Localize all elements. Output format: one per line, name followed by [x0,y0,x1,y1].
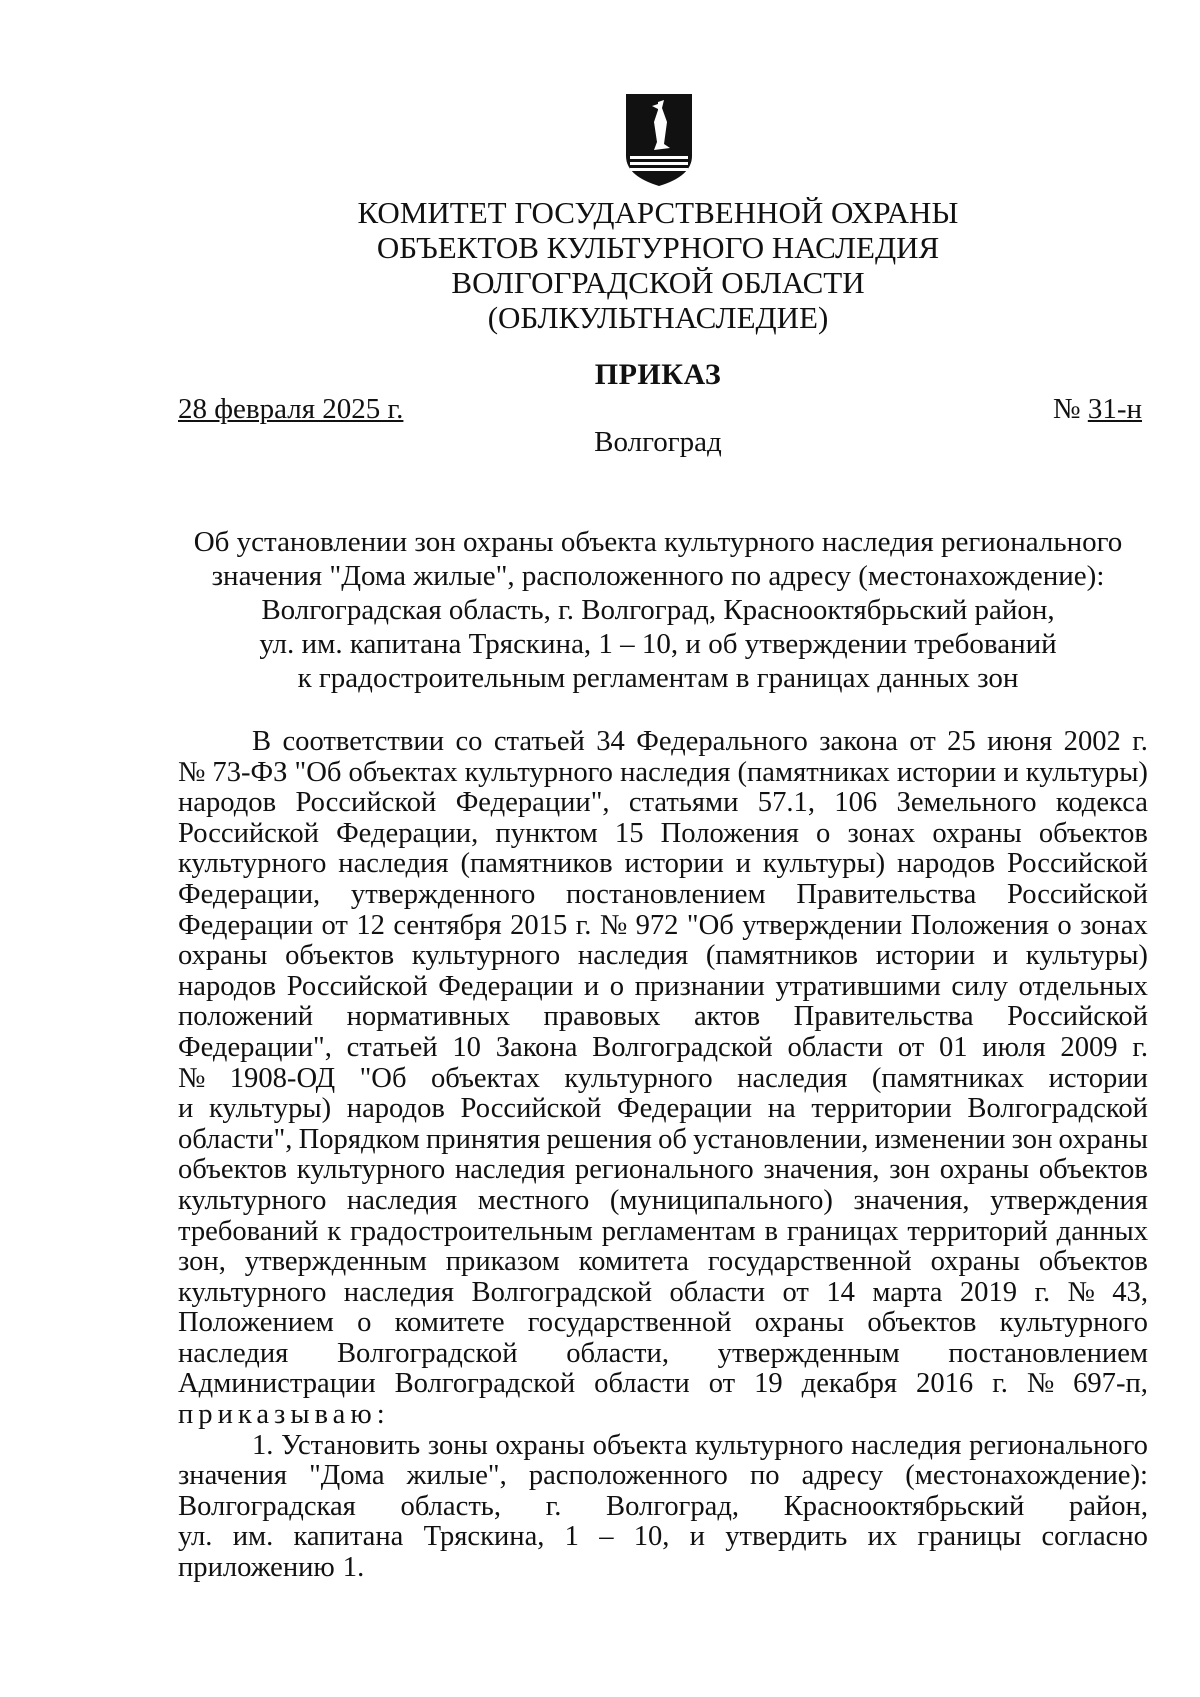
word: постановлением [948,1337,1148,1369]
document-body [178,727,1148,1584]
word: наследия [577,940,689,972]
word: Положения [660,817,799,849]
word: комитета [578,1246,689,1278]
word: 2009 [1060,1031,1118,1063]
body-line [178,1339,1148,1370]
word: "Об [294,756,342,788]
word: (памятников [705,940,859,972]
word: (памятниках [871,1062,1025,1094]
word: жилые", [406,1460,507,1492]
word: марта [872,1276,943,1308]
word: Волгоградская [178,1490,356,1522]
word: согласно [1041,1521,1148,1553]
word: территории [811,1093,952,1125]
word: г. [992,1368,1008,1400]
word: культурного [178,848,327,880]
word: от [909,726,936,757]
word: им. [232,1521,274,1553]
word: Правительства [796,878,977,910]
word: г. [1132,726,1148,757]
word: Земельного [896,787,1037,819]
word: наследия [178,1337,289,1369]
body-line [178,758,1148,789]
word: градостроительным [350,1215,593,1247]
word: отдельных [1018,970,1148,1002]
volgograd-coat-of-arms-icon [624,92,694,188]
body-line [178,941,1148,972]
subject-line: Об установлении зон охраны объекта культурного наследия регионального [193,526,1123,558]
word: народов [178,787,277,819]
word: объектов [178,1154,288,1186]
word: Волгоград, [606,1490,740,1522]
word: объектов [1038,1154,1148,1186]
word: Волгоградской [592,1031,773,1063]
word: народов [346,1093,445,1125]
word: зон [1011,1123,1053,1155]
body-line [178,1155,1148,1186]
body-line [178,1369,1148,1400]
word: объектов [285,940,395,972]
word: Администрации [178,1368,376,1400]
word: и [583,970,600,1002]
word: 2019 [959,1276,1018,1308]
word: сентября [393,909,502,941]
document-date: 28 февраля 2025 г. [178,393,404,425]
word: установлении, [693,1123,869,1155]
word: 15 [614,817,644,849]
word: Российской [1007,848,1148,880]
word: Закона [495,1031,578,1063]
word: капитана [293,1521,404,1553]
word: и [735,848,752,880]
word: границах [786,1215,899,1247]
word: о [357,1307,372,1339]
word: г. [575,909,592,941]
word: культурного [296,1154,446,1186]
word: приказом [445,1246,560,1278]
word: объектах [430,1062,540,1094]
word: объектов [1038,1246,1148,1278]
word: истории [896,756,997,788]
word: объектов [1038,817,1148,849]
word: 73-ФЗ [212,756,288,788]
word: наследия [338,848,449,880]
word: 2015 [510,909,568,941]
word: утвержденным [244,1246,427,1278]
word: утверждения [990,1184,1148,1216]
word: требований [178,1215,319,1247]
word: Российской [286,970,428,1002]
word: наследия [454,1154,566,1186]
word: № [1026,1368,1055,1400]
word: области", [178,1123,293,1155]
word: 1 [564,1521,579,1553]
word: народов [897,848,996,880]
word: изменении [874,1123,1006,1155]
word: "Об [686,909,734,941]
word: 2002 [1063,726,1121,757]
word: зон, [178,1246,226,1278]
word: статьей [346,1031,438,1063]
body-line [178,1278,1148,1309]
word: истории [624,848,724,880]
subject-line: ул. им. капитана Тряскина, 1 – 10, и об утверждении требований [259,628,1057,660]
document-number [1053,392,1142,426]
document-subject [0,525,1200,695]
document-number-prefix: № [1052,393,1088,425]
body-line [178,1033,1148,1064]
word: 697-п, [1073,1368,1148,1400]
word: границы [917,1521,1022,1553]
word: культурного [178,1276,327,1308]
word: Российской [1007,1001,1148,1033]
word: (местонахождение): [905,1460,1148,1492]
document-type-title: ПРИКАЗ [594,358,722,391]
subject-line: к градостроительным регламентам в границах данных зон [297,662,1019,694]
word: Правительства [793,1001,974,1033]
word: о [1057,909,1072,941]
word: г. [1034,1276,1051,1308]
word: государственной [527,1307,732,1339]
word: культуры) [1025,940,1148,972]
word: охраны [932,817,1022,849]
word: Федерации [617,1093,753,1125]
word: в [764,1215,779,1247]
word: статьями [628,787,739,819]
body-line [178,1002,1148,1033]
item-1-line [178,1431,1148,1462]
word: культуры) [1025,756,1148,788]
word: (памятников [460,848,613,880]
decree-line [178,1400,1148,1431]
word: Волгоградской [394,1368,576,1400]
word: актов [693,1001,761,1033]
word: зоны [427,1429,488,1461]
word: государственной [707,1246,912,1278]
word: 34 [596,726,625,757]
word: культуры) [208,1093,332,1125]
word: данных [1056,1215,1148,1247]
subject-line: значения "Дома жилые", расположенного по адресу (местонахождение): [211,560,1105,592]
word: охраны [1058,1123,1148,1155]
word: объектах [348,756,458,788]
word: культурного [178,1184,327,1216]
word: Волгоградской [471,1276,653,1308]
word: значения, [763,1154,880,1186]
body-line [178,1064,1148,1095]
word: расположенного [528,1460,728,1492]
word: Волгоградской [967,1093,1148,1125]
body-line [178,1125,1148,1156]
word: постановлением [565,878,766,910]
item-1-line [178,1492,1148,1523]
word: Положением [178,1307,334,1339]
word: регламентам [601,1215,756,1247]
word: – [599,1521,614,1553]
word: регионального [574,1154,754,1186]
word: Тряскина, [423,1521,545,1553]
word: 1. [252,1429,274,1461]
word: июня [987,726,1053,757]
word: комитете [394,1307,505,1339]
word: охраны [939,1154,1030,1186]
body-line [178,819,1148,850]
word: охраны [495,1429,585,1461]
word: утратившими [775,970,941,1002]
word: положений [178,1001,314,1033]
word: культурного [999,1307,1148,1339]
word: утверждении [742,909,903,941]
word: Установить [281,1429,421,1461]
word: № [1067,1276,1095,1308]
word: Порядком [298,1123,420,1155]
word: области [594,1368,690,1400]
word: Федерации, [336,817,479,849]
word: 01 [938,1031,968,1063]
subject-line: Волгоградская область, г. Волгоград, Краснооктябрьский район, [261,594,1055,626]
word: культурного [695,1429,844,1461]
word: силу [951,970,1008,1002]
word: зон [889,1154,931,1186]
organization-line: ВОЛГОГРАДСКОЙ ОБЛАСТИ [451,265,865,300]
word: пунктом [495,817,598,849]
word: нормативных [346,1001,511,1033]
word: 12 [356,909,385,941]
word: № [178,756,206,788]
word: истории [1048,1062,1148,1094]
word: Российской [1007,878,1148,910]
word: 10, [633,1521,670,1553]
word: № [178,1062,206,1094]
word: от [708,1368,736,1400]
word: г. [545,1490,562,1522]
word: статьей [493,726,585,757]
word: наследия [851,1429,962,1461]
word: г. [1132,1031,1148,1063]
word: Российской [460,1093,602,1125]
word: Волгоградской [336,1337,518,1369]
word: о [609,970,625,1002]
word: об [658,1123,687,1155]
word: признании [634,970,765,1002]
word: 57.1, [757,787,815,819]
word: 2016 [916,1368,974,1400]
word: 972 [635,909,679,941]
word: область, [400,1490,502,1522]
word: утвердить [725,1521,848,1553]
word: (муниципального) [609,1184,833,1216]
word: истории [875,940,976,972]
word: 25 [947,726,976,757]
word: Российской [295,787,437,819]
item-1-line [178,1553,1148,1584]
word: утвержденным [717,1337,900,1369]
word: адресу [801,1460,884,1492]
word: Федерации [178,909,314,941]
word: зонах [847,817,916,849]
organization-line: КОМИТЕТ ГОСУДАРСТВЕННОЙ ОХРАНЫ [357,195,959,230]
word: культурного [411,940,561,972]
word: и [992,940,1009,972]
word: 1908-ОД [229,1062,336,1094]
word: по [749,1460,780,1492]
word: "Об [359,1062,407,1094]
word: охраны [178,940,268,972]
body-line [178,1308,1148,1339]
word: объекта [592,1429,688,1461]
body-line [178,1217,1148,1248]
organization-name [0,195,1200,335]
word: Федерального [636,726,808,757]
word: наследия [737,1062,848,1094]
word: от [897,1031,925,1063]
word: культуры) [762,848,886,880]
word: соответствии [282,726,445,757]
word: области [787,1031,884,1063]
document-city: Волгоград [594,426,722,458]
word: кодекса [1055,787,1148,819]
word: правовых [543,1001,661,1033]
word: приложению [178,1552,335,1584]
word: значения, [853,1184,970,1216]
word: Федерации, [178,878,321,910]
word: ул. [178,1521,213,1553]
word: на [767,1093,796,1125]
word: 106 [834,787,878,819]
body-line [178,880,1148,911]
body-line [178,727,1148,758]
word: местного [477,1184,590,1216]
word: культурного [564,1062,713,1094]
body-line [178,788,1148,819]
document-number-value: 31-н [1087,393,1142,425]
word: Краснооктябрьский [783,1490,1025,1522]
word: их [867,1521,898,1553]
body-line [178,1094,1148,1125]
word: Федерации", [455,787,610,819]
word: Российской [178,817,319,849]
word: июля [982,1031,1046,1063]
word: и [1003,756,1019,788]
body-line [178,849,1148,880]
body-line [178,972,1148,1003]
word: Федерации [438,970,574,1002]
word: области, [566,1337,669,1369]
item-1-line [178,1522,1148,1553]
word: культурного [464,756,613,788]
word: "Дома [309,1460,385,1492]
word: 10 [452,1031,481,1063]
word: (памятниках [737,756,890,788]
word: к [327,1215,342,1247]
word: территорий [907,1215,1048,1247]
word: 43, [1112,1276,1148,1308]
word: от [782,1276,809,1308]
word: и [178,1093,194,1125]
organization-line: ОБЪЕКТОВ КУЛЬТУРНОГО НАСЛЕДИЯ [376,230,940,265]
word: зонах [1080,909,1148,941]
organization-line: (ОБЛКУЛЬТНАСЛЕДИЕ) [487,300,829,335]
word: 1. [342,1552,365,1584]
word: декабря [801,1368,898,1400]
word: район, [1068,1490,1148,1522]
word: о [816,817,831,849]
word: охраны [754,1307,845,1339]
word: объектов [867,1307,977,1339]
word: значения [178,1460,287,1492]
word: от [321,909,348,941]
word: наследия [620,756,731,788]
body-line [178,911,1148,942]
word: области [669,1276,766,1308]
word: наследия [346,1184,458,1216]
word: Федерации", [178,1031,332,1063]
word: 14 [826,1276,855,1308]
word: Положения [910,909,1049,941]
word: со [455,726,483,757]
item-1-line [178,1461,1148,1492]
word: народов [178,970,277,1002]
word: решения [546,1123,652,1155]
word: регионального [969,1429,1148,1461]
word: и [689,1521,705,1553]
body-line [178,1247,1148,1278]
body-line [178,1186,1148,1217]
word: утвержденного [350,878,536,910]
word: № [599,909,628,941]
decree-word: приказываю: [178,1399,390,1431]
word: В [252,726,272,757]
word: 19 [754,1368,783,1400]
word: принятия [425,1123,541,1155]
word: охраны [930,1246,1020,1278]
word: закона [819,726,898,757]
word: наследия [343,1276,455,1308]
